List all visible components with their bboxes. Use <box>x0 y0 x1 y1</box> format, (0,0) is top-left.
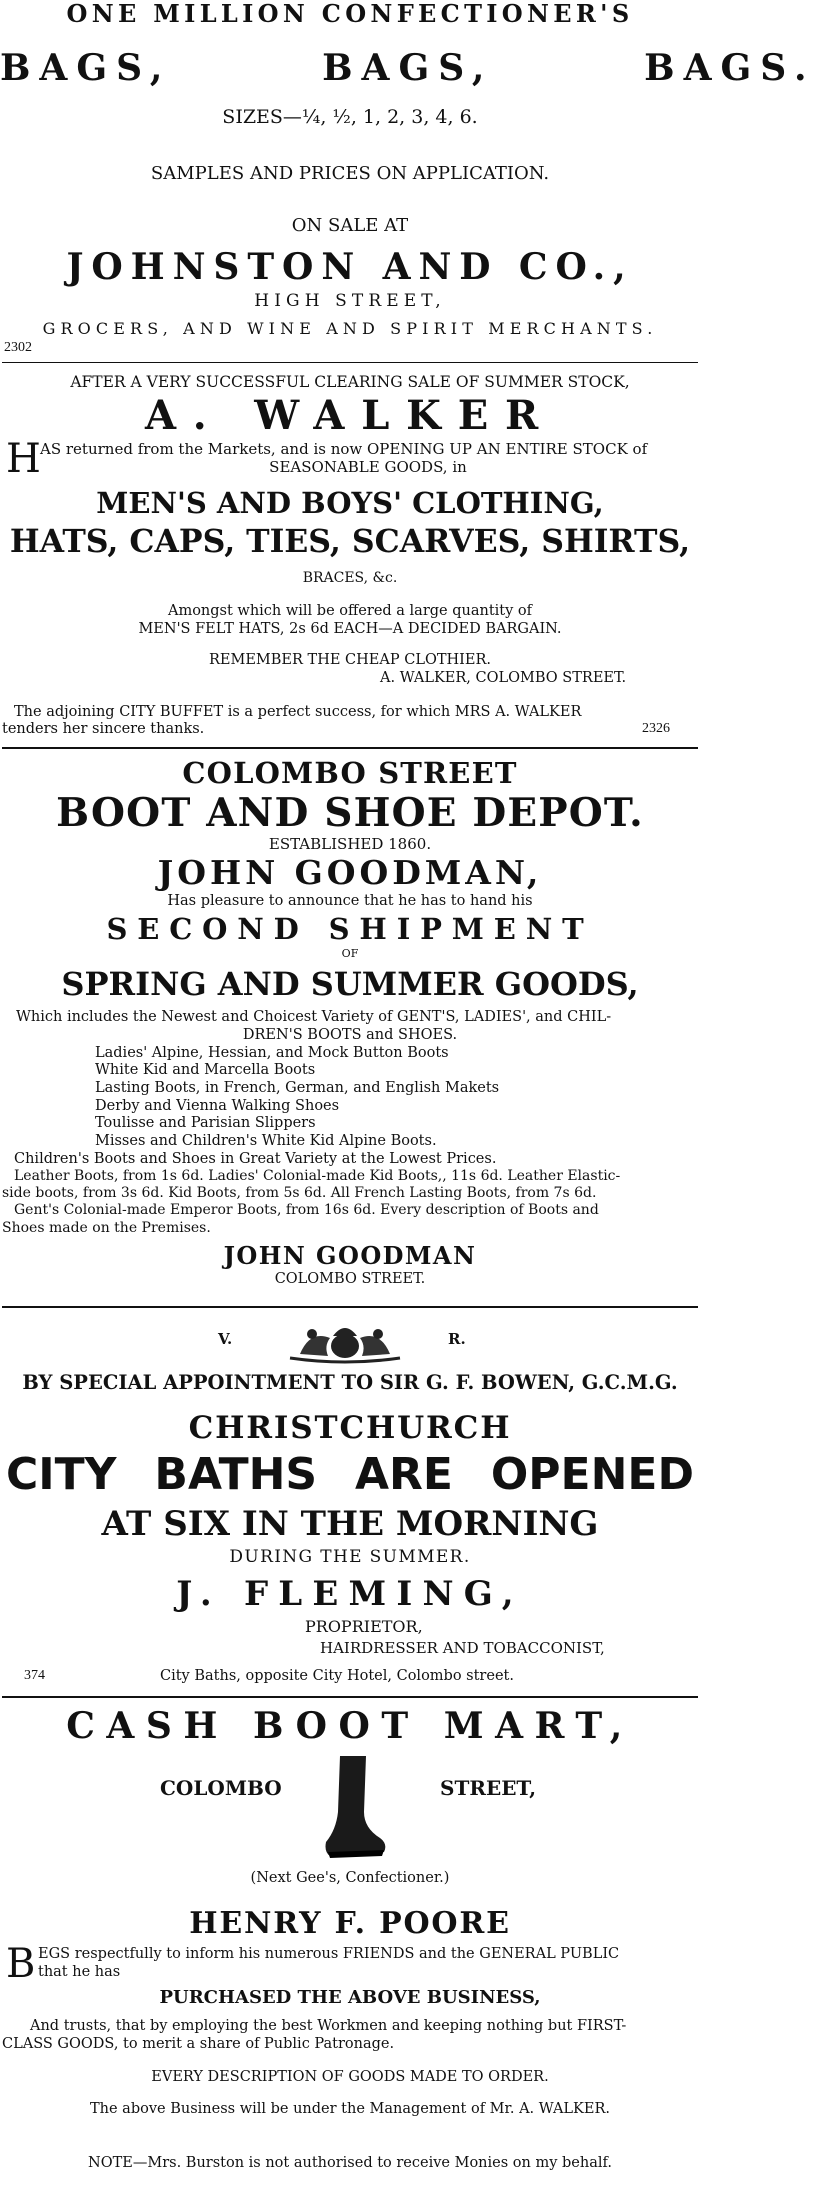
ad5-begs2: that he has <box>38 1964 121 1980</box>
ad3-item: Lasting Boots, in French, German, and English Makets <box>95 1079 500 1096</box>
ad3-item: Misses and Children's White Kid Alpine Boots. <box>95 1132 437 1149</box>
ad2-body-line2: SEASONABLE GOODS, in <box>269 458 467 476</box>
ad4-during: DURING THE SUMMER. <box>229 1547 471 1568</box>
ad2-signature: A. WALKER, COLOMBO STREET. <box>380 670 627 687</box>
ad2-amongst2: MEN'S FELT HATS, 2s 6d EACH—A DECIDED BARGAIN. <box>138 620 562 637</box>
divider <box>2 362 698 363</box>
ad5-name: HENRY F. POORE <box>189 1906 511 1941</box>
ad3-leather2: side boots, from 3s 6d. Kid Boots, from 5s 6d. All French Lasting Boots, from 7s 6d. <box>2 1185 597 1202</box>
ad4-baths: BATHS <box>154 1449 318 1501</box>
ad3-street: COLOMBO STREET <box>182 756 518 791</box>
ad4-six: AT SIX IN THE MORNING <box>101 1504 599 1545</box>
ad1-heading: ONE MILLION CONFECTIONER'S <box>66 0 634 28</box>
ad4-name: J. FLEMING, <box>176 1574 524 1615</box>
ad4-address: City Baths, opposite City Hotel, Colombo street. <box>160 1668 514 1685</box>
ad1-code: 2302 <box>4 340 32 355</box>
ad4-city: CITY <box>6 1449 117 1501</box>
ad4-city-baths-row <box>0 1448 700 1502</box>
ad2-amongst1: Amongst which will be offered a large quantity of <box>167 603 533 619</box>
ad3-leather1: Leather Boots, from 1s 6d. Ladies' Colonial-made Kid Boots,, 11s 6d. Leather Elastic- <box>14 1168 621 1185</box>
ad1-bags: BAGS, BAGS, BAGS. <box>0 47 816 89</box>
ad3-children: Children's Boots and Shoes in Great Variety at the Lowest Prices. <box>14 1150 497 1167</box>
ad2-dropcap: H <box>6 436 41 482</box>
ad5-colombo: COLOMBO <box>160 1776 282 1801</box>
ad4-v: V. <box>218 1330 233 1349</box>
divider <box>2 1696 698 1698</box>
ad3-item: Ladies' Alpine, Hessian, and Mock Button Boots <box>95 1044 449 1061</box>
ad5-purchased: PURCHASED THE ABOVE BUSINESS, <box>159 1987 541 2008</box>
ad2-name: A. WALKER <box>144 392 556 439</box>
ad3-depot: BOOT AND SHOE DEPOT. <box>56 790 644 837</box>
ad3-item: Toulisse and Parisian Slippers <box>95 1115 316 1132</box>
confectioners-bags-advert <box>0 0 816 356</box>
ad5-title: CASH BOOT MART, <box>66 1705 634 1748</box>
ad2-body <box>0 436 700 482</box>
ad5-trusts1: And trusts, that by employing the best Workmen and keeping nothing but FIRST- <box>30 2018 627 2034</box>
ad3-gents2: Shoes made on the Premises. <box>2 1219 211 1236</box>
goodman-boot-depot-advert <box>0 755 700 1288</box>
ad2-remember: REMEMBER THE CHEAP CLOTHIER. <box>209 652 491 669</box>
ad4-christchurch: CHRISTCHURCH <box>188 1410 512 1447</box>
ad5-every: EVERY DESCRIPTION OF GOODS MADE TO ORDER. <box>151 2069 549 2086</box>
cash-boot-mart-advert <box>0 1704 700 2172</box>
ad1-sizes: SIZES—¼, ½, 1, 2, 3, 4, 6. <box>222 106 478 128</box>
ad2-body-line1: AS returned from the Markets, and is now OPENING UP AN ENTIRE STOCK of <box>40 440 648 458</box>
ad5-boot-row <box>0 1748 700 1868</box>
ad3-includes2: DREN'S BOOTS and SHOES. <box>242 1026 458 1043</box>
ad4-r: R. <box>448 1330 466 1349</box>
ad3-item: White Kid and Marcella Boots <box>95 1062 316 1079</box>
ad5-trusts2: CLASS GOODS, to merit a share of Public Patronage. <box>2 2035 395 2052</box>
ad3-sign-street: COLOMBO STREET. <box>274 1270 426 1287</box>
ad2-buffet1: The adjoining CITY BUFFET is a perfect success, for which MRS A. WALKER <box>14 703 582 720</box>
royal-arms-row <box>0 1308 700 1370</box>
ad4-are: ARE <box>355 1449 453 1501</box>
ad2-intro: AFTER A VERY SUCCESSFUL CLEARING SALE OF SUMMER STOCK, <box>70 373 630 391</box>
ad1-trade: GROCERS, AND WINE AND SPIRIT MERCHANTS. <box>42 319 658 338</box>
boot-icon <box>318 1752 388 1864</box>
ad2-braces: BRACES, &c. <box>302 570 398 586</box>
ad3-name: JOHN GOODMAN, <box>157 853 543 893</box>
divider <box>2 747 698 749</box>
ad3-includes1: Which includes the Newest and Choicest Variety of GENT'S, LADIES', and CHIL- <box>16 1009 612 1026</box>
ad4-trade: HAIRDRESSER AND TOBACCONIST, <box>320 1639 605 1658</box>
ad3-gents1: Gent's Colonial-made Emperor Boots, from 16s 6d. Every description of Boots and <box>14 1202 599 1219</box>
ad2-buffet2: tenders her sincere thanks. <box>2 721 205 738</box>
ad2-code: 2326 <box>642 721 670 737</box>
city-baths-advert <box>0 1308 700 1688</box>
ad3-established: ESTABLISHED 1860. <box>268 835 432 854</box>
walker-clothing-advert <box>0 371 700 739</box>
ad3-second: SECOND SHIPMENT <box>106 912 594 947</box>
ad1-on-sale: ON SALE AT <box>291 215 409 236</box>
ad3-item: Derby and Vienna Walking Shoes <box>95 1097 340 1114</box>
ad1-street: HIGH STREET, <box>254 291 446 311</box>
ad5-management: The above Business will be under the Management of Mr. A. WALKER. <box>89 2101 611 2118</box>
ad5-street: STREET, <box>440 1776 537 1801</box>
ad4-proprietor: PROPRIETOR, <box>305 1617 423 1637</box>
ad1-firm: JOHNSTON AND CO., <box>66 246 634 288</box>
ad4-opened: OPENED <box>490 1449 694 1501</box>
ad2-buffet-end <box>0 721 700 739</box>
ad5-begs1: EGS respectfully to inform his numerous FRIENDS and the GENERAL PUBLIC <box>38 1946 620 1962</box>
ad3-goods: SPRING AND SUMMER GOODS, <box>61 965 639 1004</box>
ad4-appointment: BY SPECIAL APPOINTMENT TO SIR G. F. BOWEN, G.C.M.G. <box>22 1371 678 1395</box>
ad5-begs <box>0 1941 700 1987</box>
ad3-sign-name: JOHN GOODMAN <box>223 1240 477 1270</box>
ad5-dropcap: B <box>6 1941 36 1987</box>
ad2-hats: HATS, CAPS, TIES, SCARVES, SHIRTS, <box>9 523 691 560</box>
royal-coat-of-arms-icon <box>280 1316 410 1364</box>
ad4-address-row <box>0 1658 700 1688</box>
ad1-samples: SAMPLES AND PRICES ON APPLICATION. <box>150 163 550 184</box>
ad3-pleasure: Has pleasure to announce that he has to hand his <box>167 893 533 910</box>
ad5-note: NOTE—Mrs. Burston is not authorised to receive Monies on my behalf. <box>88 2154 612 2171</box>
ad5-next: (Next Gee's, Confectioner.) <box>250 1870 450 1887</box>
ad3-of: OF <box>341 947 359 961</box>
ad2-clothing: MEN'S AND BOYS' CLOTHING, <box>96 486 604 520</box>
ad4-code: 374 <box>24 1668 45 1684</box>
